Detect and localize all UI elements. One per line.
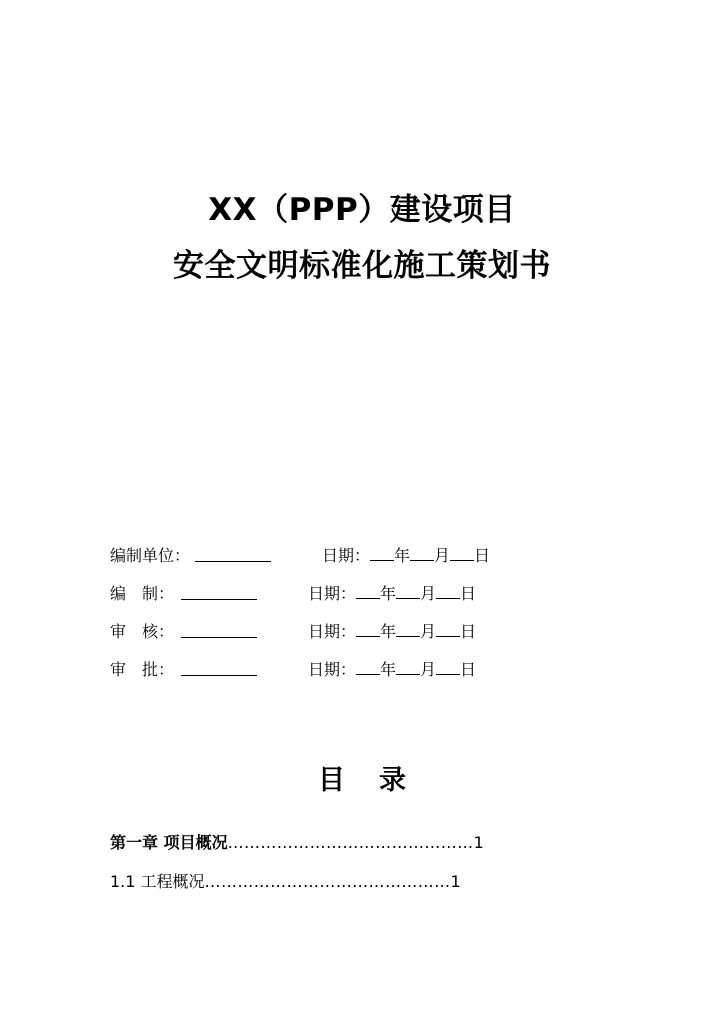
toc-page-number: 1 [450,872,461,891]
month-label: 月 [420,622,437,641]
signoff-label: 编 制： [110,584,175,603]
day-blank [436,658,460,675]
year-label: 年 [380,622,397,641]
day-blank [450,544,474,561]
toc-heading-left: 目 [318,765,345,796]
date-field [308,657,476,680]
month-blank [396,658,420,675]
month-blank [396,620,420,637]
year-blank [370,544,394,561]
day-label: 日 [460,622,477,641]
signoff-label: 审 批： [110,660,175,679]
signature-blank [181,581,257,600]
month-label: 月 [420,584,437,603]
document-title-line-1: XX（PPP）建设项目 [208,192,516,228]
year-label: 年 [380,660,397,679]
toc-entry[interactable] [110,869,461,892]
month-label: 月 [420,660,437,679]
month-blank [410,544,434,561]
month-blank [396,582,420,599]
date-field [308,619,476,642]
toc-heading [0,758,724,797]
toc-leader-dots: ……………………………………… [204,872,451,891]
signoff-label: 编制单位： [110,546,191,565]
year-blank [356,658,380,675]
day-label: 日 [460,660,477,679]
day-label: 日 [460,584,477,603]
year-label: 年 [380,584,397,603]
day-blank [436,582,460,599]
document-title-line-2: 安全文明标准化施工策划书 [173,248,551,284]
date-field [308,581,476,604]
date-label: 日期： [308,584,357,603]
date-label: 日期： [322,546,371,565]
signature-blank [181,619,257,638]
toc-entry-label: 1.1 工程概况 [110,872,205,891]
year-label: 年 [394,546,411,565]
year-blank [356,582,380,599]
date-field [322,543,490,566]
day-label: 日 [474,546,491,565]
toc-entry[interactable] [110,830,484,853]
signature-blank [181,657,257,676]
signature-blank [195,543,271,562]
toc-heading-right: 录 [379,765,406,796]
toc-page-number: 1 [473,833,484,852]
date-label: 日期： [308,660,357,679]
signoff-label: 审 核： [110,622,175,641]
date-label: 日期： [308,622,357,641]
month-label: 月 [434,546,451,565]
year-blank [356,620,380,637]
day-blank [436,620,460,637]
toc-entry-label: 第一章 项目概况 [110,833,228,852]
toc-leader-dots: ……………………………………… [227,833,474,852]
